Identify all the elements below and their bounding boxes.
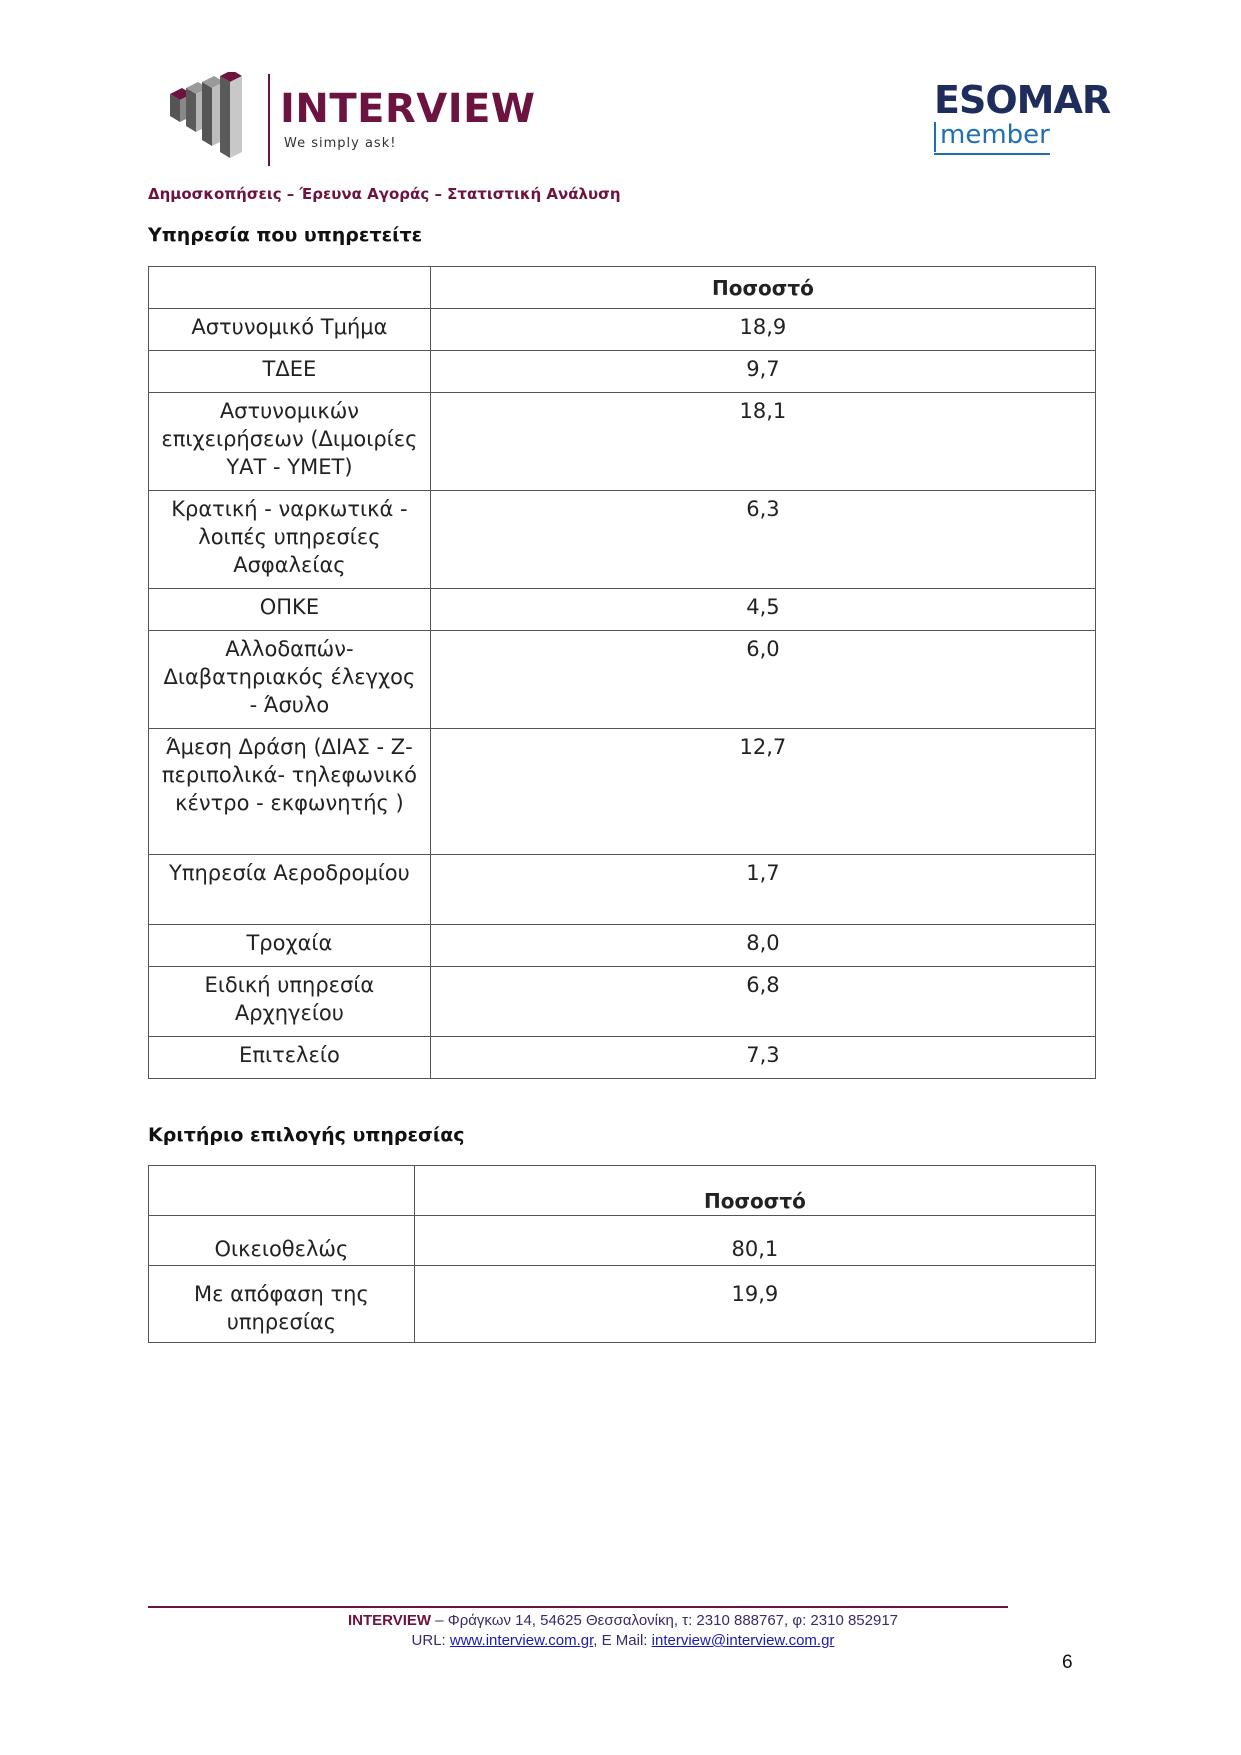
table-row [149, 491, 1096, 589]
logo-name: INTERVIEW [280, 86, 536, 132]
table1 [148, 266, 1096, 1079]
table-row [149, 393, 1096, 491]
footer-mail-label: , E Mail: [593, 1632, 652, 1649]
row-value: 80,1 [414, 1216, 1095, 1266]
footer-email-link[interactable]: interview@interview.com.gr [651, 1632, 835, 1649]
row-label: Άμεση Δράση (ΔΙΑΣ - Ζ- περιπολικά- τηλεφωνικό κέντρο - εκφωνητής ) [149, 729, 431, 855]
row-label: Τροχαία [149, 925, 431, 967]
row-value: 19,9 [414, 1266, 1095, 1343]
row-value: 4,5 [430, 589, 1095, 631]
esomar-member: member [940, 120, 1050, 150]
table-row [149, 1037, 1096, 1079]
row-label: Οικειοθελώς [149, 1216, 415, 1266]
table2 [148, 1165, 1096, 1343]
row-label: Αστυνομικό Τμήμα [149, 309, 431, 351]
row-label: Υπηρεσία Αεροδρομίου [149, 855, 431, 925]
table-row [149, 309, 1096, 351]
table2-header-empty [149, 1166, 415, 1216]
esomar-bar [934, 122, 936, 152]
page-number: 6 [1062, 1652, 1073, 1673]
interview-logo [168, 72, 548, 168]
table1-header-percent: Ποσοστό [430, 267, 1095, 309]
row-label: Κρατική - ναρκωτικά - λοιπές υπηρεσίες Ασφαλείας [149, 491, 431, 589]
row-label: Με απόφαση της υπηρεσίας [149, 1266, 415, 1343]
row-label: Αλλοδαπών-Διαβατηριακός έλεγχος - Άσυλο [149, 631, 431, 729]
row-value: 7,3 [430, 1037, 1095, 1079]
table2-title: Κριτήριο επιλογής υπηρεσίας [148, 1124, 465, 1146]
logo-tagline: We simply ask! [284, 136, 397, 151]
table2-header-row [149, 1166, 1096, 1216]
row-label: Επιτελείο [149, 1037, 431, 1079]
footer-url-link[interactable]: www.interview.com.gr [449, 1632, 594, 1649]
table-row [149, 729, 1096, 855]
footer-url-label: URL: [411, 1632, 450, 1649]
esomar-logo [934, 78, 1114, 158]
table-row [149, 1266, 1096, 1343]
bar-chart-logo-icon [168, 72, 268, 168]
header-subtitle: Δημοσκοπήσεις – Έρευνα Αγοράς – Στατιστική Ανάλυση [148, 185, 621, 203]
row-label: Αστυνομικών επιχειρήσεων (Διμοιρίες ΥΑΤ - ΥΜΕΤ) [149, 393, 431, 491]
table1-header-empty [149, 267, 431, 309]
row-value: 12,7 [430, 729, 1095, 855]
esomar-name: ESOMAR [934, 78, 1111, 122]
footer-address: – Φράγκων 14, 54625 Θεσσαλονίκη, τ: 2310 888767, φ: 2310 852917 [431, 1612, 899, 1629]
table-row [149, 925, 1096, 967]
table-row [149, 855, 1096, 925]
table2-header-percent: Ποσοστό [414, 1166, 1095, 1216]
row-label: Ειδική υπηρεσία Αρχηγείου [149, 967, 431, 1037]
table-row [149, 589, 1096, 631]
row-value: 6,0 [430, 631, 1095, 729]
table-row [149, 351, 1096, 393]
footer-company: INTERVIEW [347, 1612, 432, 1629]
table1-header-row [149, 267, 1096, 309]
row-label: ΟΠΚΕ [149, 589, 431, 631]
row-value: 1,7 [430, 855, 1095, 925]
row-value: 18,1 [430, 393, 1095, 491]
table-row [149, 1216, 1096, 1266]
footer-address-line [148, 1612, 1098, 1629]
row-value: 9,7 [430, 351, 1095, 393]
esomar-underline [934, 153, 1050, 155]
row-label: ΤΔΕΕ [149, 351, 431, 393]
footer-divider [148, 1606, 1008, 1608]
row-value: 18,9 [430, 309, 1095, 351]
row-value: 6,8 [430, 967, 1095, 1037]
table-row [149, 967, 1096, 1037]
logo-divider [268, 74, 270, 166]
table1-title: Υπηρεσία που υπηρετείτε [148, 224, 423, 246]
footer-contact-line [148, 1632, 1098, 1649]
table-row [149, 631, 1096, 729]
row-value: 8,0 [430, 925, 1095, 967]
row-value: 6,3 [430, 491, 1095, 589]
